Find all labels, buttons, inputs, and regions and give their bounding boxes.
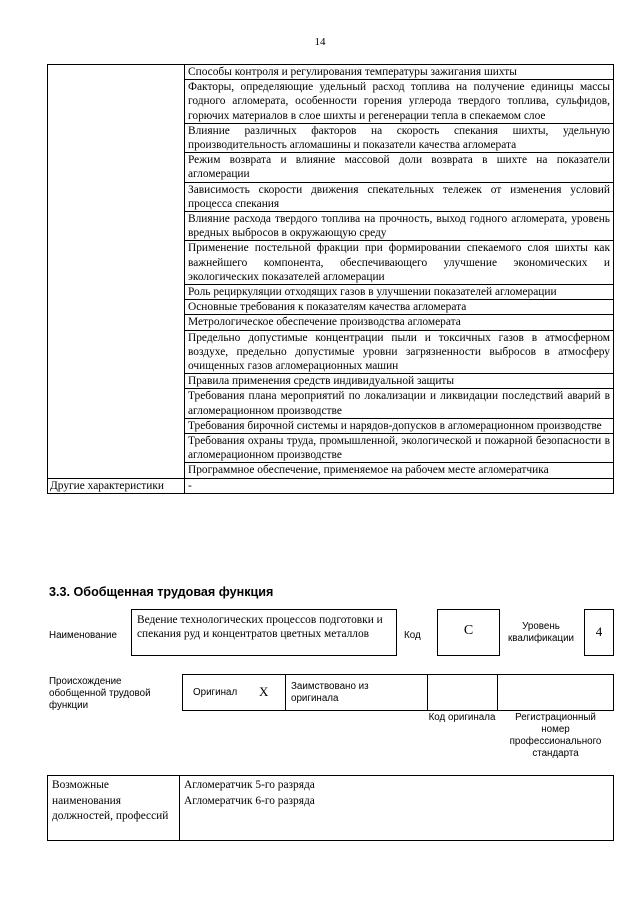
positions-label: Возможные наименования должностей, профессий [48,776,180,841]
knowledge-row [48,65,614,80]
original-label: Оригинал [193,687,238,698]
knowledge-item: Предельно допустимые концентрации пыли и токсичных газов в атмосферном воздухе, предельно допустимые уровни загрязненности выбросов в атмосферу очищенных газов агломерационных машин [185,330,614,374]
reg-number-caption: Регистрационный номер профессионального стандарта [509,712,602,759]
knowledge-table [47,64,614,494]
knowledge-item: Метрологическое обеспечение производства агломерата [185,315,614,330]
original-mark: X [259,684,269,699]
borrowed-label: Заимствовано из оригинала [291,681,369,704]
knowledge-item: Влияние расхода твердого топлива на прочность, выход годного агломерата, уровень вредных выбросов в окружающую среду [185,212,614,241]
knowledge-item: Роль рециркуляции отходящих газов в улучшении показателей агломерации [185,285,614,300]
function-name-box [131,609,397,656]
knowledge-item: Требования охраны труда, промышленной, экологической и пожарной безопасности в агломерационном производстве [185,434,614,463]
origin-divider-3 [497,674,498,711]
code-original-caption: Код оригинала [428,712,496,723]
function-name-value: Ведение технологических процессов подготовки и спекания руд и концентратов цветных металлов [137,614,383,640]
code-value: C [463,623,474,638]
origin-box [182,674,614,711]
origin-divider-1 [285,674,286,711]
knowledge-label-cell [48,65,185,479]
knowledge-item: Программное обеспечение, применяемое на рабочем месте агломератчика [185,463,614,478]
code-box [437,609,500,656]
other-characteristics-value: - [185,478,614,493]
level-box [584,609,614,656]
knowledge-item: Правила применения средств индивидуальной защиты [185,374,614,389]
origin-label: Происхождение обобщенной трудовой функции [49,676,151,711]
other-characteristics-row [48,478,614,493]
knowledge-item: Способы контроля и регулирования температуры зажигания шихты [185,65,614,80]
page-number: 14 [314,36,326,48]
knowledge-item: Влияние различных факторов на скорость спекания шихты, удельную производительность агломашины и показатели качества агломерата [185,123,614,152]
knowledge-item: Требования плана мероприятий по локализации и ликвидации последствий аварий в агломерационном производстве [185,389,614,418]
level-value: 4 [595,624,603,639]
positions-list [180,776,614,841]
knowledge-item: Основные требования к показателям качества агломерата [185,300,614,315]
origin-divider-2 [427,674,428,711]
other-characteristics-label: Другие характеристики [48,478,185,493]
positions-table [47,775,614,841]
knowledge-item: Факторы, определяющие удельный расход топлива на получение единицы массы годного агломерата, особенности горения углерода твердого топлива, сульфидов, горючих материалов в слое шихты и регенерации тепла в спекаемом слое [185,80,614,124]
knowledge-item: Зависимость скорости движения спекательных тележек от изменения условий процесса спекания [185,182,614,211]
code-label: Код [404,630,421,641]
knowledge-item: Применение постельной фракции при формировании спекаемого слоя шихты как важнейшего компонента, обеспечивающего улучшение экономических и экологических показателей агломерации [185,241,614,285]
knowledge-item: Требования бирочной системы и нарядов-допусков в агломерационном производстве [185,418,614,433]
name-label: Наименование [49,630,117,641]
knowledge-item: Режим возврата и влияние массовой доли возврата в шихте на показатели агломерации [185,153,614,182]
position-item: Агломератчик 6-го разряда [184,794,315,807]
level-label: Уровень квалификации [507,621,575,644]
section-title: 3.3. Обобщенная трудовая функция [49,585,274,599]
position-item: Агломератчик 5-го разряда [184,779,315,791]
